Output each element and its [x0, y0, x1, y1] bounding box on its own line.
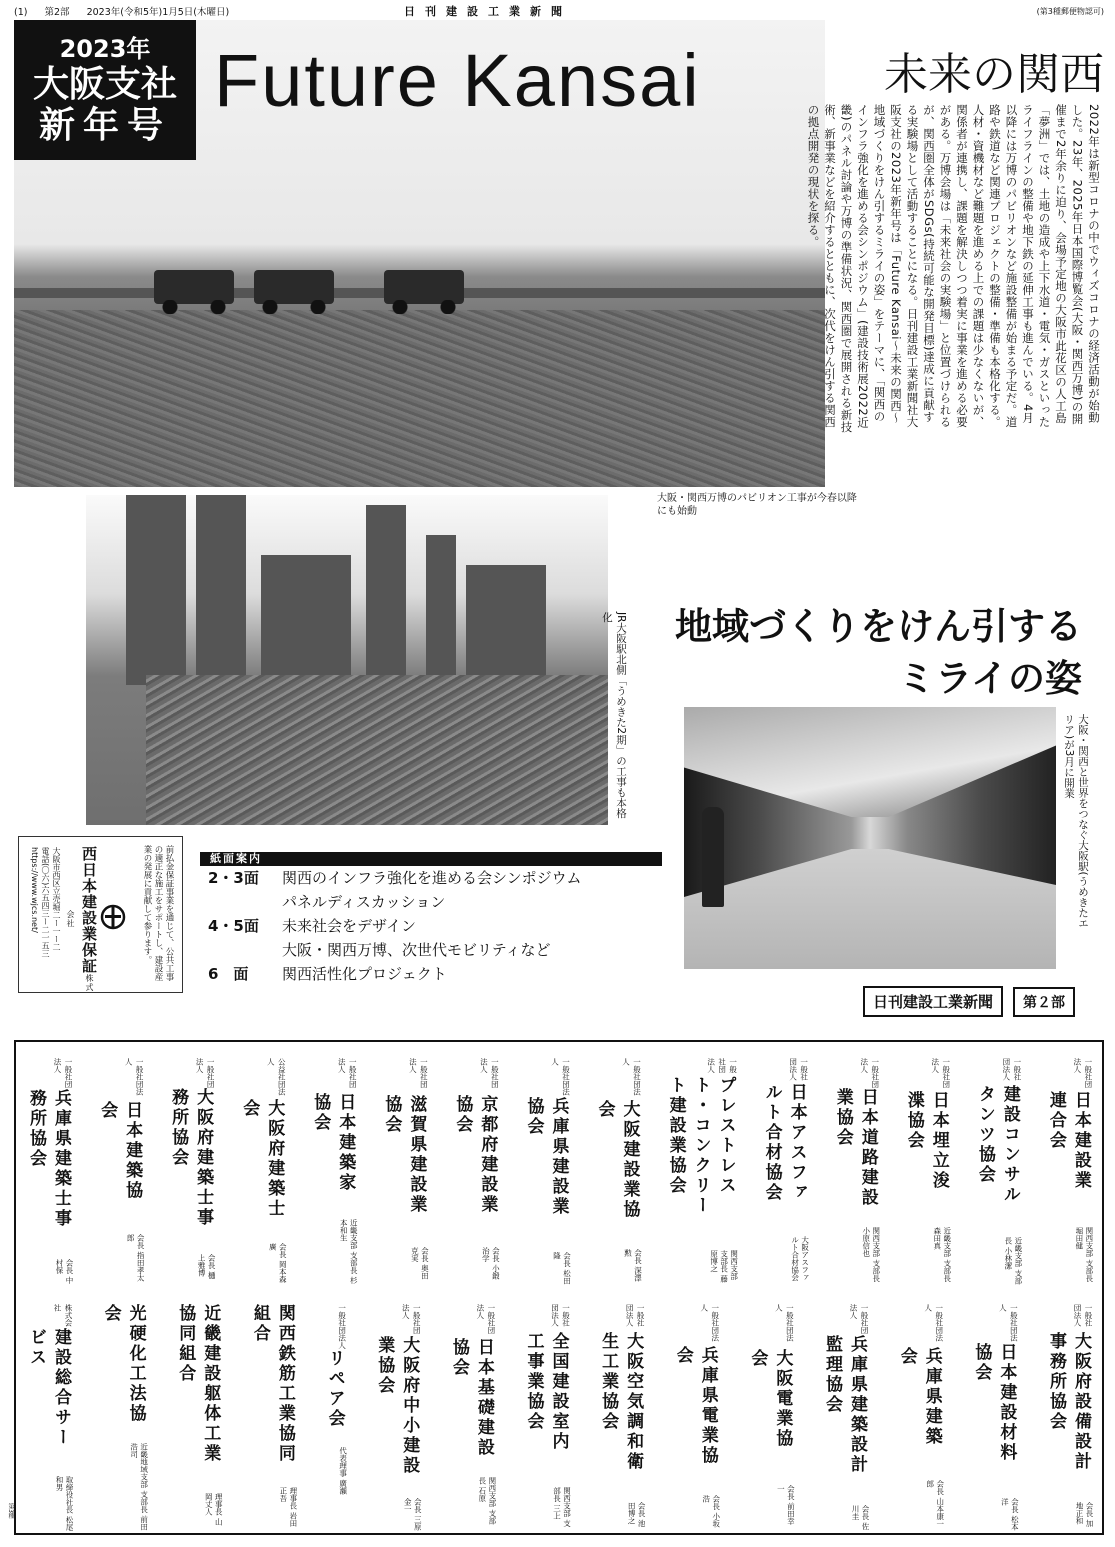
section-label: 第2部 — [44, 7, 70, 18]
toc-page: 2・3面 — [208, 869, 259, 887]
toc-text: 関西のインフラ強化を進める会シンポジウム — [282, 869, 582, 887]
ad-org-type: 一般社団法人 — [1072, 1058, 1093, 1088]
ad-org-type: 一般社団法人 — [706, 1058, 738, 1073]
ad-org-name: 日本基礎建設協会 — [448, 1338, 494, 1459]
ad-org-name: リペア会 — [324, 1349, 345, 1429]
ad-org-name: 日本アスファルト合材協会 — [761, 1083, 807, 1204]
station-ceiling — [684, 707, 1056, 817]
ad-address-line: 大阪市西区立売堀二ー一ー二 — [52, 847, 61, 951]
ad-org-detail: 会長 小坂浩 — [701, 1494, 721, 1528]
ad-org-type: 一般社団法人 — [408, 1058, 429, 1088]
ad-guarantee-address — [29, 847, 62, 987]
ad-org-detail: 関西支部 支部長 堀田健 — [1074, 1227, 1094, 1283]
main-title: Future Kansai — [214, 39, 701, 122]
association-ad — [596, 1304, 646, 1532]
ad-org-detail: 会長 指田孝太郎 — [126, 1233, 146, 1281]
ad-org-name: 日本埋立浚渫協会 — [903, 1091, 949, 1192]
ad-org-name: 全国建設室内工事業協会 — [523, 1332, 569, 1453]
lead-column — [806, 20, 1104, 433]
building — [366, 505, 406, 685]
association-ad — [1044, 1058, 1094, 1286]
ad-org-name: 日本建築家協会 — [310, 1092, 356, 1193]
ad-org-type: 一般社団法人 — [195, 1058, 216, 1088]
ad-org-detail: 会長 松本洋 — [1000, 1497, 1020, 1531]
association-ad — [973, 1058, 1023, 1286]
company-logo-icon — [100, 904, 126, 930]
ad-org-name: 兵庫県建築会 — [896, 1346, 942, 1447]
dump-truck — [254, 270, 334, 304]
association-ad — [671, 1304, 721, 1532]
ad-org-detail: 理事長 山岡丈人 — [204, 1492, 224, 1526]
ad-org-name: 日本建設材料協会 — [971, 1342, 1017, 1463]
ad-org-detail: 近畿支部 支部長 小林潔 — [1003, 1237, 1023, 1285]
toc-text: 関西活性化プロジェクト — [282, 965, 447, 983]
ad-org-detail: 代表理事 廣瀬 — [338, 1447, 348, 1495]
ad-org-name: 建設コンサルタンツ協会 — [974, 1085, 1020, 1206]
association-ad — [593, 1058, 643, 1286]
ad-org-detail: 取締役社長 松尾和男 — [55, 1475, 74, 1531]
photo-station — [684, 707, 1056, 969]
ad-org-type: 一般社団法人 — [337, 1058, 358, 1088]
sub-headline-line1: 地域づくりをけん引する — [675, 604, 1082, 648]
masthead-logo: 日刊建設工業新聞 — [863, 986, 1003, 1017]
association-ad — [379, 1058, 429, 1286]
ad-org-detail: 会長 岡本森廣 — [268, 1243, 288, 1284]
ad-org-type: 一般社団法人 — [998, 1304, 1019, 1342]
ad-org-type: 一般社団法人 — [774, 1304, 795, 1342]
badge-year: 2023年 — [59, 35, 151, 63]
association-ad — [99, 1304, 149, 1532]
association-ad — [248, 1304, 298, 1532]
ad-guarantee-logo-block — [61, 845, 126, 992]
association-ad — [95, 1058, 145, 1286]
toc-page: 6 面 — [208, 965, 249, 983]
badge-line2: 新年号 — [38, 104, 171, 146]
association-ad — [237, 1058, 287, 1286]
ad-org-name: 近畿建設躯体工業協同組合 — [175, 1304, 221, 1464]
ad-org-detail: 会長 中村保 — [55, 1258, 74, 1284]
ad-org-name: 滋賀県建設業協会 — [381, 1095, 427, 1216]
ad-org-type: 一般社団法人 — [923, 1304, 944, 1342]
toc-page: 4・5面 — [208, 917, 259, 935]
toc-rows — [200, 866, 662, 986]
caption-station: 大阪・関西と世界をつなぐ大阪駅(うめきたエリア)が3月に開業 — [1063, 714, 1089, 929]
association-ad — [831, 1058, 881, 1286]
ad-guarantee-suffix: 株式会社 — [66, 909, 94, 992]
ad-org-type: 一般社団法人 — [550, 1304, 571, 1327]
toc-text: 未来社会をデザイン — [282, 917, 416, 935]
header-left — [14, 4, 243, 18]
association-ad — [760, 1058, 810, 1286]
ad-org-name: 大阪府建築士会 — [239, 1098, 285, 1219]
footnote: 第3種 — [7, 1503, 14, 1519]
construction-site — [146, 675, 608, 825]
ad-org-detail: 会長 前田幸一 — [776, 1485, 796, 1526]
ad-org-type: 一般社団法人 — [859, 1058, 880, 1088]
ad-org-type: 一般社団法人 — [1001, 1058, 1022, 1081]
association-ad — [521, 1304, 571, 1532]
ad-org-name: 日本道路建設業協会 — [832, 1088, 878, 1209]
ad-org-detail: 会長 松田隆 — [552, 1251, 572, 1285]
toc-row — [200, 890, 662, 914]
lead-heading: 未来の関西 — [884, 49, 1104, 100]
ad-org-detail: 会長 樋上雅博 — [197, 1254, 217, 1280]
ad-url[interactable]: https://www.wjcs.net/ — [30, 847, 39, 933]
page-header — [14, 4, 1104, 18]
ad-org-type: 一般社団法人 — [788, 1058, 809, 1081]
building — [126, 495, 186, 685]
ad-org-detail: 会長 奥田克実 — [410, 1246, 430, 1279]
ad-org-name: 兵庫県建設業協会 — [523, 1096, 569, 1217]
ad-org-detail: 近畿地域支部 支部長 前田浩司 — [129, 1443, 149, 1531]
toc-text: パネルディスカッション — [282, 893, 446, 911]
toc-page — [200, 938, 282, 962]
ads-row-bottom — [24, 1304, 1094, 1532]
paper-name: 日刊建設工業新聞 — [404, 5, 572, 18]
ad-org-type: 公益社団法人 — [266, 1058, 287, 1096]
ad-org-name: 大阪府中小建設業協会 — [374, 1336, 420, 1477]
toc-row — [200, 938, 662, 962]
ad-guarantee-text: 前払金保証事業を通じて、公共工事の適正な施工をサポートし、建設産業の発展に貢献して参ります。 — [142, 845, 174, 981]
ad-org-detail: 大阪アスファルト合材協会 — [790, 1235, 810, 1281]
caption-umekita: JR大阪駅北側「うめきた2期」の工事も本格化 — [601, 612, 627, 819]
lead-text: 2022年は新型コロナの中でウィズコロナの経済活動が始動した。23年、2025年日本国際博覧会(大阪・関西万博)の開催まで2年余りに迫り、会場予定地の大阪市此花区の人工島「夢洲」では、土地の造成や上下水道・電気・ガスといったライフラインの整備や地下鉄の延伸工事も進んでいる。4月以降には万博のパビリオンなど施設整備が始まる予定だ。道路や鉄道など関連プロジェクトの整備・準備も本格化する。人材・資機材など難題を進める上での課題は少なくないが、関係者が連携し、課題を解決しつつ着実に事業を進める必要がある。万博会場は「未来社会の実験場」と位置づけられるが、関西圏全体がSDGs(持続可能な開発目標)達成に貢献する実験場として活動することになる。日刊建設工業新聞社大阪支社の2023年新年号は「Future Kansai〜未来の関西〜 地域づくりをけん引するミライの姿」をテーマに、「関西のインフラ強化を進める会シンポジウム」(建設技術展2022近畿)のパネル討論や万博の準備状況、関西圏で展開される新技術、新事業などを紹介するとともに、次代をけん引する関西の拠点開発の現状を探る。 — [806, 104, 1101, 433]
ad-org-type: 一般社団法人 — [625, 1304, 646, 1327]
association-ad — [745, 1304, 795, 1532]
association-ad — [820, 1304, 870, 1532]
toc-row — [200, 962, 662, 986]
badge-line1: 大阪支社 — [32, 63, 177, 105]
ad-org-type: 一般社団法人 — [699, 1304, 720, 1342]
sub-headline — [675, 600, 1082, 704]
ad-org-detail: 会長 山本康一郎 — [925, 1479, 945, 1527]
ad-org-name: 関西鉄筋工業協同組合 — [249, 1304, 295, 1464]
association-ad — [447, 1304, 497, 1532]
ad-org-detail: 会長 三原金一 — [403, 1497, 423, 1531]
ad-org-name: 大阪空気調和衛生工業協会 — [598, 1332, 644, 1473]
dump-truck — [384, 270, 464, 304]
ad-org-type: 一般社団法人 — [53, 1058, 73, 1088]
toc-box — [200, 852, 662, 986]
page-number: (1) — [14, 7, 28, 18]
ad-org-type: 一般社団法人 — [550, 1058, 571, 1096]
ad-org-detail: 理事長 岩田正吾 — [278, 1486, 298, 1527]
station-floor — [684, 849, 1056, 969]
association-ads-frame — [14, 1040, 1104, 1535]
ads-row-top — [24, 1058, 1094, 1286]
caption-expo: 大阪・関西万博のパビリオン工事が今春以降にも始動 — [657, 493, 857, 517]
ad-org-name: 兵庫県建築士事務所協会 — [26, 1089, 71, 1229]
ground-texture — [14, 310, 825, 487]
ad-org-name: 京都府建設業協会 — [452, 1095, 498, 1216]
building — [466, 565, 546, 685]
ad-phone-line: 電話(〇六)六五四三ー二一五三 — [41, 847, 50, 958]
ad-org-detail: 会長 小鍛治学 — [481, 1246, 501, 1279]
ad-org-name: 兵庫県建築設計監理協会 — [822, 1335, 868, 1475]
photo-umekita — [86, 495, 608, 825]
ad-org-name: 大阪電業協会 — [747, 1348, 793, 1449]
ad-org-type: 一般社団法人 — [475, 1304, 496, 1334]
ad-org-name: 光硬化工法協会 — [100, 1304, 146, 1424]
ad-org-type: 一般社団法人 — [849, 1304, 870, 1334]
ad-org-name: 日本建設業連合会 — [1045, 1091, 1091, 1192]
ad-org-detail: 近畿支部 支部長 森田真 — [932, 1227, 952, 1283]
dump-truck — [154, 270, 234, 304]
ad-org-detail: 関西支部 支部長 小原信也 — [861, 1227, 881, 1283]
ad-org-detail: 関西支部 支部長 藤原博之 — [709, 1250, 739, 1283]
ad-org-name: 大阪府設備設計事務所協会 — [1045, 1332, 1091, 1473]
association-ad — [902, 1058, 952, 1286]
ad-org-type: 一般社団法人 — [1072, 1304, 1093, 1327]
ad-guarantee-name: 西日本建設業保証株式会社 — [66, 845, 98, 992]
association-ad — [372, 1304, 422, 1532]
ad-org-type: 一般社団法人 — [930, 1058, 951, 1088]
ad-org-detail: 会長 佐川圭 — [851, 1504, 871, 1530]
association-ad — [450, 1058, 500, 1286]
ad-org-type: 一般社団法人 — [124, 1058, 145, 1096]
issue-badge — [14, 20, 196, 160]
ad-org-name: 兵庫県電業協会 — [672, 1346, 718, 1467]
toc-page — [200, 890, 282, 914]
issue-date: 2023年(令和5年)1月5日(木曜日) — [86, 7, 230, 18]
masthead-part: 第２部 — [1013, 987, 1075, 1017]
toc-row — [200, 914, 662, 938]
building — [261, 555, 351, 685]
ad-org-name: 日本建築協会 — [97, 1100, 143, 1201]
association-ad — [24, 1304, 74, 1532]
association-ad — [895, 1304, 945, 1532]
association-ad — [969, 1304, 1019, 1532]
ad-org-name: プレストレスト・コンクリート建設業協会 — [665, 1076, 736, 1217]
toc-heading: 紙面案内 — [200, 852, 662, 866]
building — [196, 495, 246, 685]
toc-text: 大阪・関西万博、次世代モビリティなど — [282, 941, 551, 959]
association-ad — [1044, 1304, 1094, 1532]
association-ad — [308, 1058, 358, 1286]
association-ad — [173, 1304, 223, 1532]
postal-note: (第3種郵便物認可) — [1036, 6, 1104, 16]
toc-row — [200, 866, 662, 890]
ad-org-detail: 会長 加地正和 — [1074, 1502, 1094, 1527]
sub-headline-line2: ミライの姿 — [898, 656, 1082, 700]
ad-org-type: 一般社団法人 — [401, 1304, 422, 1334]
ad-org-name: 大阪府建築士事務所協会 — [168, 1088, 214, 1229]
ad-org-name: 建設総合サービス — [26, 1328, 71, 1449]
association-ad — [323, 1304, 348, 1532]
masthead — [863, 986, 1075, 1017]
ad-org-type: 一般社団法人 — [337, 1304, 347, 1349]
ad-org-detail: 会長 池田博之 — [627, 1502, 647, 1527]
ad-org-type: 株式会社 — [53, 1304, 73, 1327]
association-ad — [166, 1058, 216, 1286]
ad-guarantee-company — [18, 836, 183, 993]
building — [426, 535, 456, 685]
ad-org-type: 一般社団法人 — [621, 1058, 642, 1096]
ad-org-name: 大阪建設業協会 — [594, 1100, 640, 1221]
association-ad — [24, 1058, 74, 1286]
ad-org-detail: 会長 深澤勲 — [623, 1248, 643, 1282]
worker-figure — [702, 807, 724, 907]
association-ad — [521, 1058, 571, 1286]
association-ad — [664, 1058, 739, 1286]
ad-org-type: 一般社団法人 — [479, 1058, 500, 1088]
ad-org-detail: 関西支部 支部長 石原 — [477, 1477, 497, 1525]
ad-org-detail: 関西支部 支部長 三上 — [552, 1487, 572, 1527]
ad-org-detail: 近畿支部 支部長 杉本和生 — [339, 1218, 359, 1284]
